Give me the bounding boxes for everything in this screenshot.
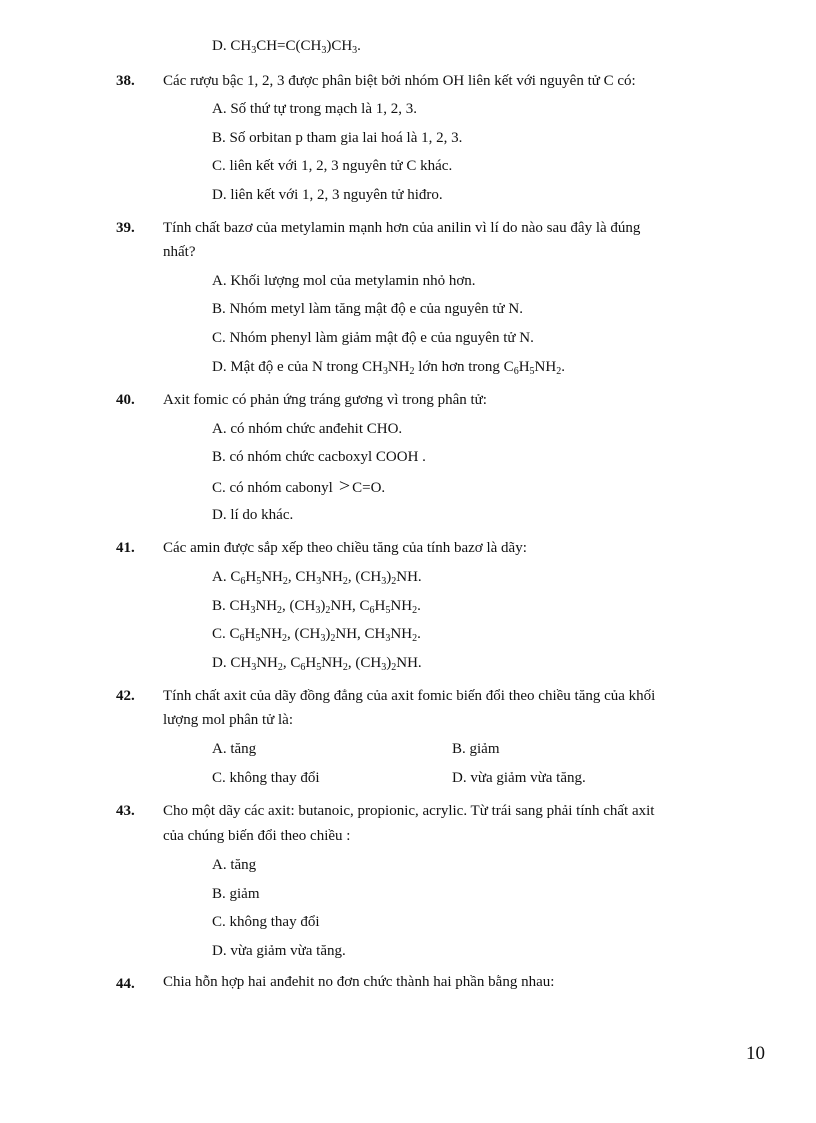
carbonyl-symbol: > [338,476,351,496]
question-text: Chia hỗn hợp hai anđehit no đơn chức thành hai phần bằng nhau: [163,974,555,990]
option: B. Nhóm metyl làm tăng mật độ e của nguyên tử N. [212,301,523,317]
option: D. vừa giảm vừa tăng. [212,943,346,959]
option: C. Nhóm phenyl làm giảm mật độ e của nguyên tử N. [212,330,534,346]
question-number: 42. [116,688,135,704]
question-text: Axit fomic có phản ứng tráng gương vì trong phân tử: [163,392,487,408]
question-text: Các amin được sắp xếp theo chiều tăng của tính bazơ là dãy: [163,540,527,556]
question-number: 39. [116,220,135,236]
question-text: lượng mol phân tử là: [163,712,294,728]
question-text: Các rượu bậc 1, 2, 3 được phân biệt bởi nhóm OH liên kết với nguyên tử C có: [163,73,636,89]
option: C. liên kết với 1, 2, 3 nguyên tử C khác. [212,158,453,174]
question-text: Tính chất bazơ của metylamin mạnh hơn của anilin vì lí do nào sau đây là đúng [163,220,641,236]
question-number: 44. [116,976,135,992]
option: B. giảm [452,741,500,757]
option: A. có nhóm chức anđehit CHO. [212,421,403,437]
page-number: 10 [746,1043,765,1064]
option: D. Mật độ e của N trong $CH_3NH_2$ lớn hơn trong $C_6H_5NH_2$. [212,359,565,377]
option: D. lí do khác. [212,507,294,523]
option: B. có nhóm chức cacboxyl COOH . [212,449,426,465]
option: D. $CH_3NH_2$, $C_6H_5NH_2$, $(CH_3)_2NH$. [212,655,422,673]
option: B. $CH_3NH_2$, $(CH_3)_2NH$, $C_6H_5NH_2$. [212,598,421,616]
question-number: 41. [116,540,135,556]
option: C. không thay đổi [212,770,320,786]
option: C. không thay đổi [212,914,320,930]
option: A. tăng [212,857,257,873]
option: B. giảm [212,886,260,902]
question-text: nhất? [163,244,196,260]
question-number: 38. [116,73,135,89]
option: A. Khối lượng mol của metylamin nhỏ hơn. [212,273,476,289]
question-number: 43. [116,803,135,819]
option: A. tăng [212,741,257,757]
option: C. $C_6H_5NH_2$, $(CH_3)_2NH$, $CH_3NH_2$. [212,626,421,644]
option: D. vừa giảm vừa tăng. [452,770,586,786]
option: B. Số orbitan p tham gia lai hoá là 1, 2, 3. [212,130,463,146]
option-d-prev: D. $CH_3CH=C(CH_3)CH_3$. [212,38,361,56]
question-text: Tính chất axit của dãy đồng đẳng của axit fomic biến đổi theo chiều tăng của khối [163,688,656,704]
question-number: 40. [116,392,135,408]
question-text: của chúng biến đổi theo chiều : [163,828,351,844]
question-text: Cho một dãy các axit: butanoic, propionic, acrylic. Từ trái sang phải tính chất axit [163,803,655,819]
option: A. Số thứ tự trong mạch là 1, 2, 3. [212,101,417,117]
option: D. liên kết với 1, 2, 3 nguyên tử hiđro. [212,187,443,203]
option: C. có nhóm cabonyl > C=O. [212,476,386,496]
option: A. $C_6H_5NH_2$, $CH_3NH_2$, $(CH_3)_2NH$. [212,569,422,587]
